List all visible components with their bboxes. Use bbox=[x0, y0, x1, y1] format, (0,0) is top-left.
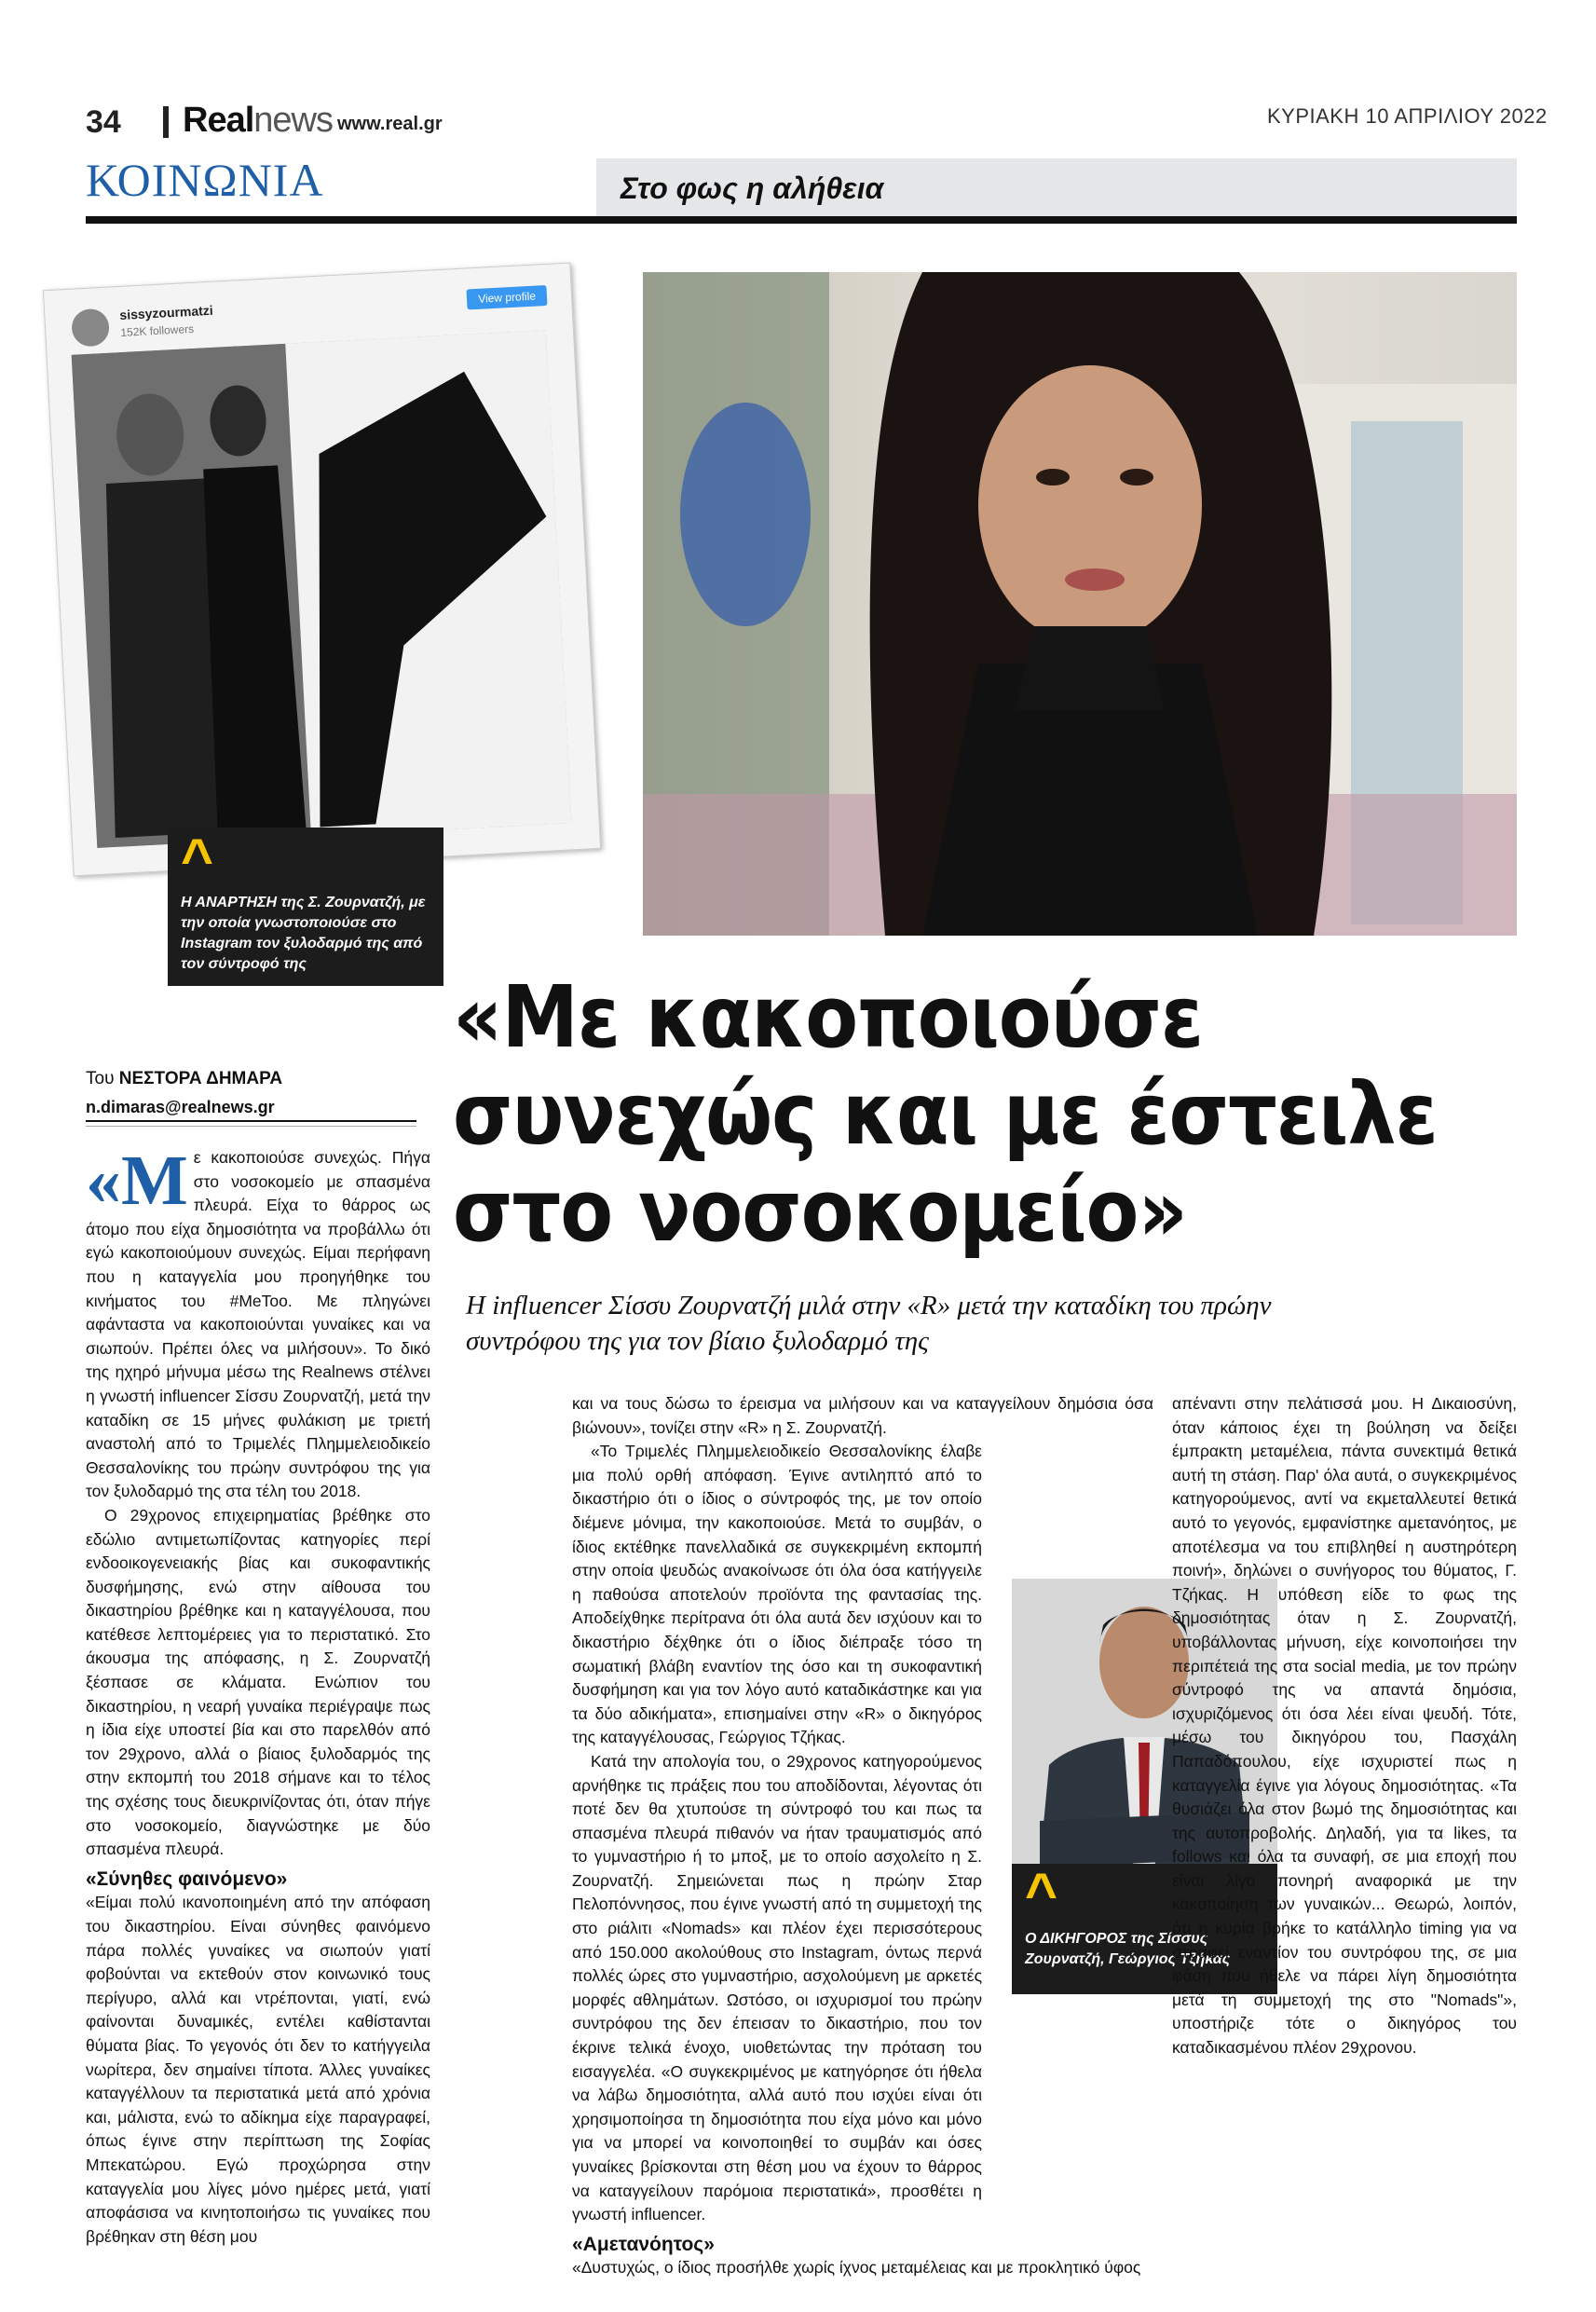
paragraph: Κατά την απολογία του, ο 29χρονος κατηγορούμενος αρνήθηκε τις πράξεις που του αποδίδονται, λέγοντας ότι ποτέ δεν θα χτυπούσε τη σύντροφό του και πως τα σπασμένα πλευρά πιθανόν να ήταν τραυματισμός από το γυμναστήριο ή το μποξ, με το οποίο ασχολείτο η Σ. Ζουρνατζή. Σημειώνεται πως η πρώην Σταρ Πελοπόννησος, που έγινε γνωστή από τη συμμετοχή της στο ριάλιτι «Nomads» και πλέον έχει περισσότερους από 150.000 ακολούθους στο Instagram, όντως περνά πολλές ώρες στο γυμναστήριο, ασχολούμενη με αρκετές μορφές αθλημάτων. Ωστόσο, οι ισχυρισμοί του πρώην συντρόφου της δεν έπεισαν το δικαστήριο, που τον έκρινε τελικά ένοχο, υιοθετώντας την πρόταση του εισαγγελέα. «Ο συγκεκριμένος με κατηγόρησε ότι ήθελα να λάβω δημοσιότητα, αλλά αυτό που ισχύει είναι ότι χρησιμοποίησα τη δημοσιότητα που είχα μόνο και μόνο για να μπορεί να κοινοποιηθεί το συμβάν και όσες γυναίκες βρίσκονται στη θέση μου να έχουν το θάρρος να καταγγείλουν παρόμοια περιστατικά», προσθέτει η γνωστή influencer. bbox=[572, 1751, 982, 2224]
paragraph: ε κακοποιούσε συνεχώς. Πήγα στο νοσοκομείο με σπασμένα πλευρά. Είχα το θάρρος ως άτομο που είχα δημοσιότητα να προβάλλω ότι εγώ κακοποιούμουν συνεχώς. Είμαι περήφανη που η καταγγελία μου προηγήθηκε του κινήματος του #MeToo. Με πληγώνει αφάνταστα να κακοποιούνται γυναίκες και να σιωπούν. Πρέπει όλες να μιλήσουν». Το δικό της ηχηρό μήνυμα μέσω της Realnews στέλνει η γνωστή influencer Σίσσυ Ζουρνατζή, μετά την καταδίκη σε 15 μήνες φυλάκιση με τριετή αναστολή από το Τριμελές Πλημμελειοδικείο Θεσσαλονίκης του πρώην συντρόφου της για τον ξυλοδαρμό της στα τέλη του 2018. bbox=[86, 1148, 430, 1501]
paragraph: απέναντι στην πελάτισσά μου. Η Δικαιοσύνη, όταν κάποιος έχει τη βούληση να δείξει έμπρακτη μεταμέλεια, πάντα συνεκτιμά θετικά αυτή τη στάση. Παρ' όλα αυτά, ο συγκεκριμένος κατηγορούμενος, αντί να εκμεταλλευτεί θετικά αυτό το γεγονός, εμφανίστηκε αμετανόητος, με αποτέλεσμα να του επιβληθεί η αυστηρότερη ποινή», δηλώνει ο συνήγορος του θύματος, Γ. Τζήκας. Η υπόθεση είδε το φως της δημοσιότητας όταν η Σ. Ζουρνατζή, υποβάλλοντας μήνυση, είχε κοινοποιήσει την περιπέτειά της στα social media, με τον πρώην σύντροφό της να απαντά δημόσια, ισχυριζόμενος ότι όσα λέει είναι ψευδή. Τότε, μέσω του δικηγόρου του, Πασχάλη Παπαδόπουλου, είχε ισχυριστεί πως η καταγγελία έγινε για λόγους δημοσιότητας. «Τα θυσιάζει όλα στον βωμό της δημοσιότητας και της αυτοπροβολής. Δηλαδή, για τα likes, τα follows και όλα τα συναφή, σε μια εποχή που είναι λίγο πονηρή αναφορικά με την κακοποίηση των γυναικών... Θεωρώ, λοιπόν, ότι η κυρία βρήκε το κατάλληλο timing για να στραφεί εναντίον του συντρόφου της, σε μια φάση που ήθελε να πάρει λίγη δημοσιότητα μετά τη συμμετοχή της στο "Nomads"», υποστήριζε τότε ο δικηγόρος του καταδικασμένου πλέον 29χρονου. bbox=[1172, 1394, 1517, 2058]
brand-real: Real bbox=[183, 101, 254, 140]
article-column-1 bbox=[86, 1142, 430, 2249]
view-profile-button[interactable]: View profile bbox=[467, 285, 548, 309]
drop-cap: «Μ bbox=[86, 1142, 188, 1220]
kicker-text: Στο φως η αλήθεια bbox=[621, 171, 884, 205]
paragraph: και να τους δώσω το έρεισμα να μιλήσουν και να καταγγείλουν δημόσια όσα βιώνουν», τονίζει στην «R» η Σ. Ζουρνατζή. bbox=[572, 1394, 1153, 1437]
insta-photo bbox=[72, 330, 572, 848]
paragraph: «Δυστυχώς, ο ίδιος προσήλθε χωρίς ίχνος μεταμέλειας και με προκλητικό ύφος bbox=[572, 2258, 1141, 2278]
chevron-up-icon: ^ bbox=[1025, 1862, 1058, 1924]
header-rule bbox=[86, 216, 1517, 224]
photo-caption-2: Ο ΔΙΚΗΓΟΡΟΣ της Σίσσυς Ζουρνατζή, Γεώργιος Τζήκας bbox=[1025, 1931, 1231, 1967]
paragraph: «Είμαι πολύ ικανοποιημένη από την απόφαση του δικαστηρίου. Είναι σύνηθες φαινόμενο πάρα πολλές γυναίκες να σιωπούν γιατί φοβούνται να εκτεθούν στον κοινωνικό τους περίγυρο, αλλά και ντρέπονται, γιατί, ενώ φαίνονται δυναμικές, εντέλει καθίστανται θύματα βίας. Το γεγονός ότι δεν το κατήγγειλα νωρίτερα, δεν σημαίνει τίποτα. Άλλες γυναίκες καταγγέλλουν τα περιστατικά μετά από χρόνια και, μάλιστα, ενώ το αδίκημα είχε παραγραφεί, όπως έγινε στην περίπτωση της Σοφίας Μπεκατώρου. Εγώ προχώρησα στην καταγγελία μου λίγες μόνο ημέρες μετά, γιατί αποφάσισα να κινητοποιήσω τις γυναίκες που βρέθηκαν στη θέση μου bbox=[86, 1893, 430, 2246]
headline: «Με κακοποιούσε συνεχώς και με έστειλε στο νοσοκομείο» bbox=[453, 967, 1438, 1261]
photo-caption-1: Η ΑΝΑΡΤΗΣΗ της Σ. Ζουρνατζή, με την οποία γνωστοποιούσε στο Instagram τον ξυλοδαρμό της από τον σύντροφό της bbox=[181, 895, 426, 972]
instagram-post-screenshot bbox=[43, 263, 601, 877]
section-title: ΚΟΙΝΩΝΙΑ bbox=[86, 154, 324, 206]
section-subheading: «Αμετανόητος» bbox=[572, 2233, 715, 2255]
byline bbox=[86, 1069, 282, 1089]
insta-username: sissyzourmatzi bbox=[118, 302, 214, 322]
main-photo bbox=[643, 272, 1517, 936]
photo-caption-box-1 bbox=[168, 828, 443, 986]
section-subheading: «Σύνηθες φαινόμενο» bbox=[86, 1867, 288, 1890]
avatar bbox=[71, 308, 110, 348]
issue-date: ΚΥΡΙΑΚΗ 10 ΑΠΡΙΛΙΟΥ 2022 bbox=[1267, 104, 1548, 128]
brand-logo bbox=[183, 101, 333, 141]
header-divider bbox=[163, 106, 169, 138]
brand-news: news bbox=[253, 101, 333, 140]
chevron-up-icon: ^ bbox=[181, 828, 214, 890]
byline-prefix: Του bbox=[86, 1069, 115, 1088]
author-email[interactable]: n.dimaras@realnews.gr bbox=[86, 1098, 275, 1116]
article-column-3 bbox=[1172, 1392, 1517, 2060]
byline-rule-thin bbox=[86, 1126, 416, 1127]
subheadline: Η influencer Σίσσυ Ζουρνατζή μιλά στην «R» μετά την καταδίκη του πρώην συντρόφου της για τον βίαιο ξυλοδαρμό της bbox=[466, 1291, 1272, 1356]
insta-followers: 152K followers bbox=[120, 321, 195, 339]
paragraph: «Το Τριμελές Πλημμελειοδικείο Θεσσαλονίκης έλαβε μια πολύ ορθή απόφαση. Έγινε αντιληπτό από το δικαστήριο ότι ο ίδιος ο σύντροφός της, με τον οποίο διέμενε μόνιμα, την κακοποιούσε. Μετά το συμβάν, ο ίδιος εκτέθηκε πανελλαδικά σε συγκεκριμένη εκπομπή στην οποία ψευδώς ανακοίνωσε ότι όλα όσα κατήγγειλε η παθούσα αποτελούν προϊόντα της φαντασίας της. Αποδείχθηκε περίτρανα ότι όλα αυτά δεν ισχύουν και το δικαστήριο δέχθηκε ότι ο ίδιος διέπραξε τόσο τη σωματική βλάβη εναντίον της όσο και τη συκοφαντική δυσφήμηση και για τον λόγο αυτό καταδικάστηκε και για τα δύο αδικήματα», επισημαίνει στην «R» ο δικηγόρος της καταγγέλουσας, Γεώργιος Τζήκας. bbox=[572, 1442, 982, 1747]
byline-author: ΝΕΣΤΟΡΑ ΔΗΜΑΡΑ bbox=[118, 1069, 283, 1088]
site-url: www.real.gr bbox=[337, 114, 443, 134]
main-photo-illustration bbox=[643, 272, 1517, 936]
page-number: 34 bbox=[86, 104, 121, 140]
paragraph: Ο 29χρονος επιχειρηματίας βρέθηκε στο εδώλιο αντιμετωπίζοντας κατηγορίες περί ενδοοικογενειακής βίας και συκοφαντικής δυσφήμησης, ενώ στην αίθουσα του δικαστηρίου βρέθηκε και η καταγγέλουσα, που κατέθεσε λεπτομέρειες για το περιστατικό. Στο άκουσμα της απόφασης, η Σ. Ζουρνατζή ξέσπασε σε κλάματα. Ενώπιον του δικαστηρίου, η νεαρή γυναίκα περιέγραψε πως η ίδια είχε υποστεί βία και στο παρελθόν από τον 29χρονο, αλλά ο βίαιος ξυλοδαρμός της στην εκπομπή του 2018 σήμανε και το τέλος της σχέσης τους διευκρινίζοντας ότι, όταν πήγε στο νοσοκομείο, διαγνώστηκε με δύο σπασμένα πλευρά. bbox=[86, 1505, 430, 1859]
byline-rule bbox=[86, 1120, 416, 1122]
